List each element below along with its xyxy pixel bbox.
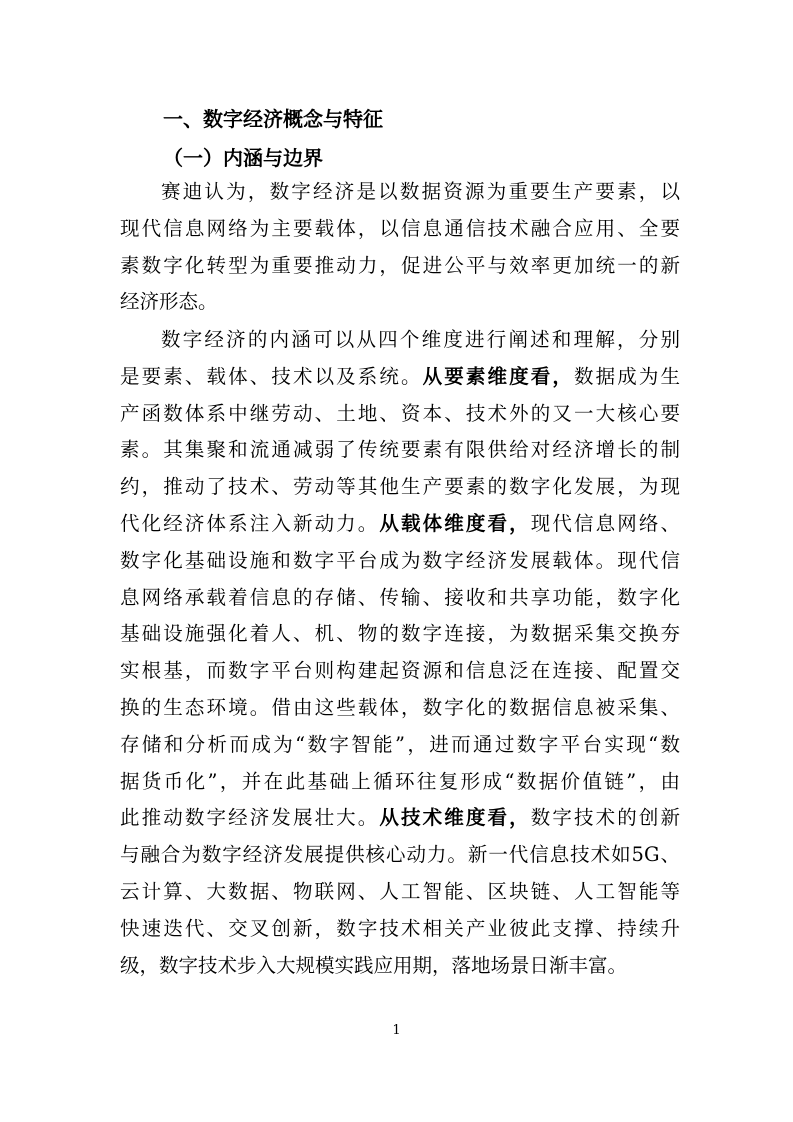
- text-run: 素。其集聚和流通减弱了传统要素有限供给对经济增长的制: [120, 438, 680, 462]
- subsection-heading: （一）内涵与边界: [163, 146, 323, 170]
- text-run: 赛迪认为，数字经济是以数据资源为重要生产要素，以: [161, 180, 680, 203]
- text-run: 是要素、载体、技术以及系统。: [120, 364, 423, 388]
- text-run: 与融合为数字经济发展提供核心动力。新一代信息技术如5G、: [120, 843, 680, 867]
- text-line: [120, 653, 680, 690]
- text-line: [120, 543, 680, 580]
- text-run: 实根基，而数字平台则构建起资源和信息泛在连接、配置交: [120, 659, 680, 683]
- text-line: [120, 727, 680, 764]
- page-number: 1: [392, 1023, 401, 1038]
- text-line: [120, 911, 680, 948]
- text-run: 数字技术的创新: [530, 806, 680, 830]
- text-run: 存储和分析而成为“数字智能”，进而通过数字平台实现“数: [120, 732, 680, 756]
- text-line: [120, 396, 680, 433]
- text-run: 现代信息网络为主要载体，以信息通信技术融合应用、全要: [120, 216, 680, 240]
- text-run: 级，数字技术步入大规模实践应用期，落地场景日渐丰富。: [120, 953, 628, 977]
- text-run: 约，推动了技术、劳动等其他生产要素的数字化发展，为现: [120, 475, 680, 499]
- bold-lead-phrase: 从载体维度看，: [379, 511, 531, 535]
- text-line: [120, 800, 680, 837]
- text-line: [120, 174, 680, 211]
- text-run: 据货币化”，并在此基础上循环往复形成“数据价值链”，由: [120, 769, 680, 793]
- text-run: 现代信息网络、: [530, 511, 680, 535]
- text-line: [120, 359, 680, 396]
- text-line: [120, 580, 680, 617]
- text-line: [120, 469, 680, 506]
- text-line: [120, 506, 680, 543]
- text-line: [120, 616, 680, 653]
- text-line: [120, 248, 680, 285]
- text-line: [120, 284, 680, 321]
- text-run: 云计算、大数据、物联网、人工智能、区块链、人工智能等: [120, 879, 680, 903]
- text-line: [120, 948, 680, 985]
- paragraph-definition: [120, 174, 680, 321]
- text-line: [120, 837, 680, 874]
- text-line: [120, 211, 680, 248]
- text-line: [120, 690, 680, 727]
- text-run: 代化经济体系注入新动力。: [120, 511, 380, 535]
- text-run: 息网络承载着信息的存储、传输、接收和共享功能，数字化: [120, 585, 680, 609]
- text-run: 素数字化转型为重要推动力，促进公平与效率更加统一的新: [120, 253, 680, 277]
- text-run: 此推动数字经济发展壮大。: [120, 806, 380, 830]
- text-run: 经济形态。: [120, 290, 218, 314]
- section-heading: 一、数字经济概念与特征: [163, 107, 383, 131]
- bold-lead-phrase: 从技术维度看，: [379, 806, 531, 830]
- text-run: 数字经济的内涵可以从四个维度进行阐述和理解，分别: [161, 328, 680, 351]
- text-line: [120, 432, 680, 469]
- text-run: 基础设施强化着人、机、物的数字连接，为数据采集交换夯: [120, 622, 680, 646]
- text-run: 数据成为生: [573, 364, 680, 388]
- text-run: 换的生态环境。借由这些载体，数字化的数据信息被采集、: [120, 695, 680, 719]
- bold-lead-phrase: 从要素维度看，: [422, 364, 574, 388]
- text-run: 快速迭代、交叉创新，数字技术相关产业彼此支撑、持续升: [120, 916, 680, 940]
- text-run: 产函数体系中继劳动、土地、资本、技术外的又一大核心要: [120, 401, 680, 425]
- text-line: [120, 764, 680, 801]
- text-run: 数字化基础设施和数字平台成为数字经济发展载体。现代信: [120, 548, 680, 572]
- text-line: [120, 874, 680, 911]
- paragraph-connotation: [120, 322, 680, 984]
- text-line: [120, 322, 680, 359]
